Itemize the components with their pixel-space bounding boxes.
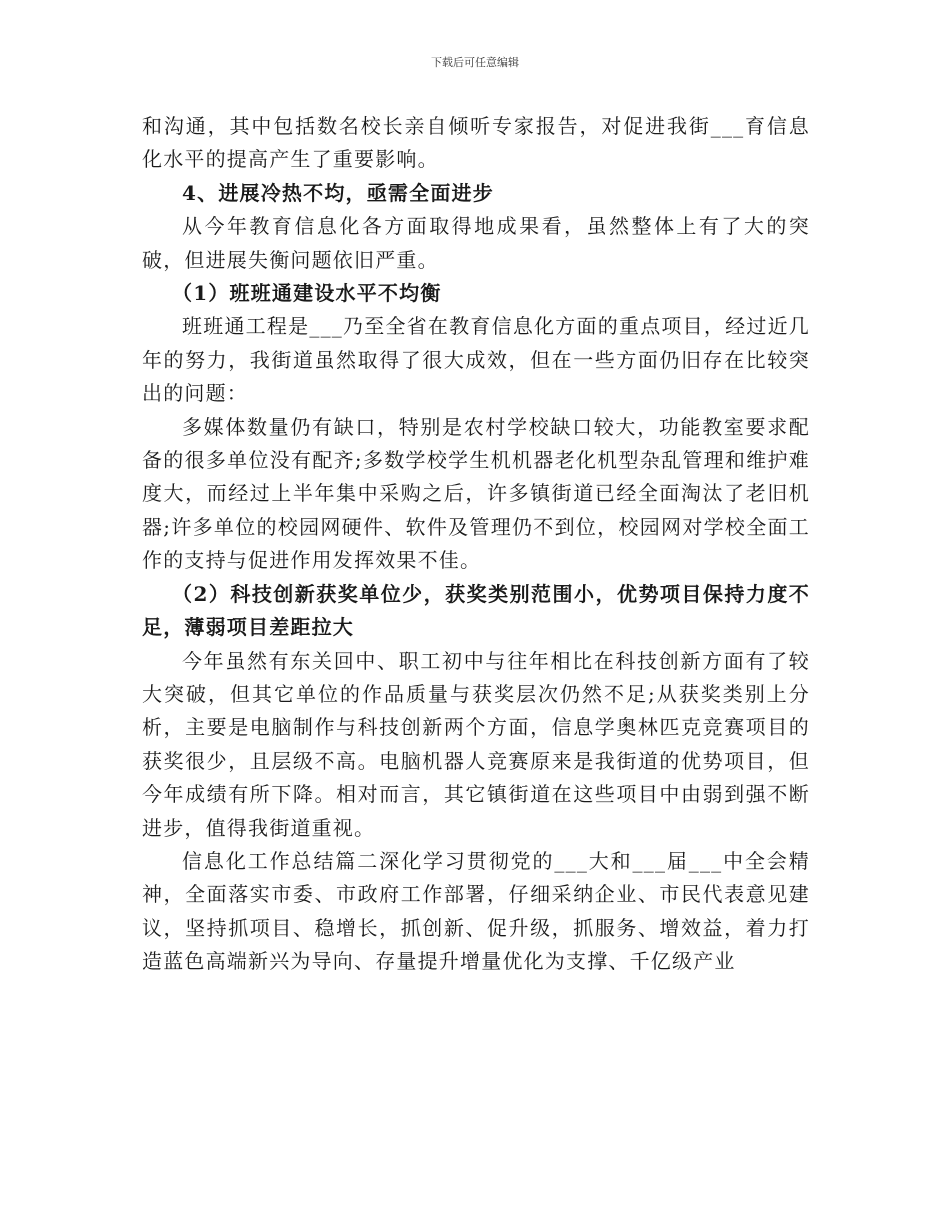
paragraph-continuation: 和沟通，其中包括数名校长亲自倾听专家报告，对促进我街___育信息化水平的提高产生了重要影响。	[142, 114, 810, 172]
section-heading-4: 4、进展冷热不均，亟需全面进步	[182, 180, 494, 205]
paragraph-multimedia: 多媒体数量仍有缺口，特别是农村学校缺口较大，功能教室要求配备的很多单位没有配齐;多数学校学生机机器老化机型杂乱管理和维护难度大，而经过上半年集中采购之后，许多镇街道已经全面淘汰了老旧机器;许多单位的校园网硬件、软件及管理仍不到位，校园网对学校全面工作的支持与促进作用发挥效果不佳。	[142, 414, 810, 573]
page-header: 下载后可任意编辑	[431, 56, 519, 69]
paragraph-innovation: 今年虽然有东关回中、职工初中与往年相比在科技创新方面有了较大突破，但其它单位的作品质量与获奖层次仍然不足;从获奖类别上分析，主要是电脑制作与科技创新两个方面，信息学奥林匹克竞赛项目的获奖很少，且层级不高。电脑机器人竞赛原来是我街道的优势项目，但今年成绩有所下降。相对而言，其它镇街道在这些项目中由弱到强不断进步，值得我街道重视。	[142, 648, 810, 840]
paragraph-overview: 从今年教育信息化各方面取得地成果看，虽然整体上有了大的突破，但进展失衡问题依旧严重。	[142, 214, 810, 272]
subheading-2: （2）科技创新获奖单位少，获奖类别范围小，优势项目保持力度不足，薄弱项目差距拉大	[142, 581, 810, 640]
paragraph-summary-two: 信息化工作总结篇二深化学习贯彻党的___大和___届___中全会精神，全面落实市委、市政府工作部署，仔细采纳企业、市民代表意见建议，坚持抓项目、稳增长，抓创新、促升级，抓服务、增效益，着力打造蓝色高端新兴为导向、存量提升增量优化为支撑、千亿级产业	[142, 848, 810, 974]
document-body	[142, 110, 810, 979]
paragraph-banbantong: 班班通工程是___乃至全省在教育信息化方面的重点项目，经过近几年的努力，我街道虽然取得了很大成效，但在一些方面仍旧存在比较突出的问题：	[142, 314, 810, 406]
subheading-1: （1）班班通建设水平不均衡	[172, 281, 442, 306]
